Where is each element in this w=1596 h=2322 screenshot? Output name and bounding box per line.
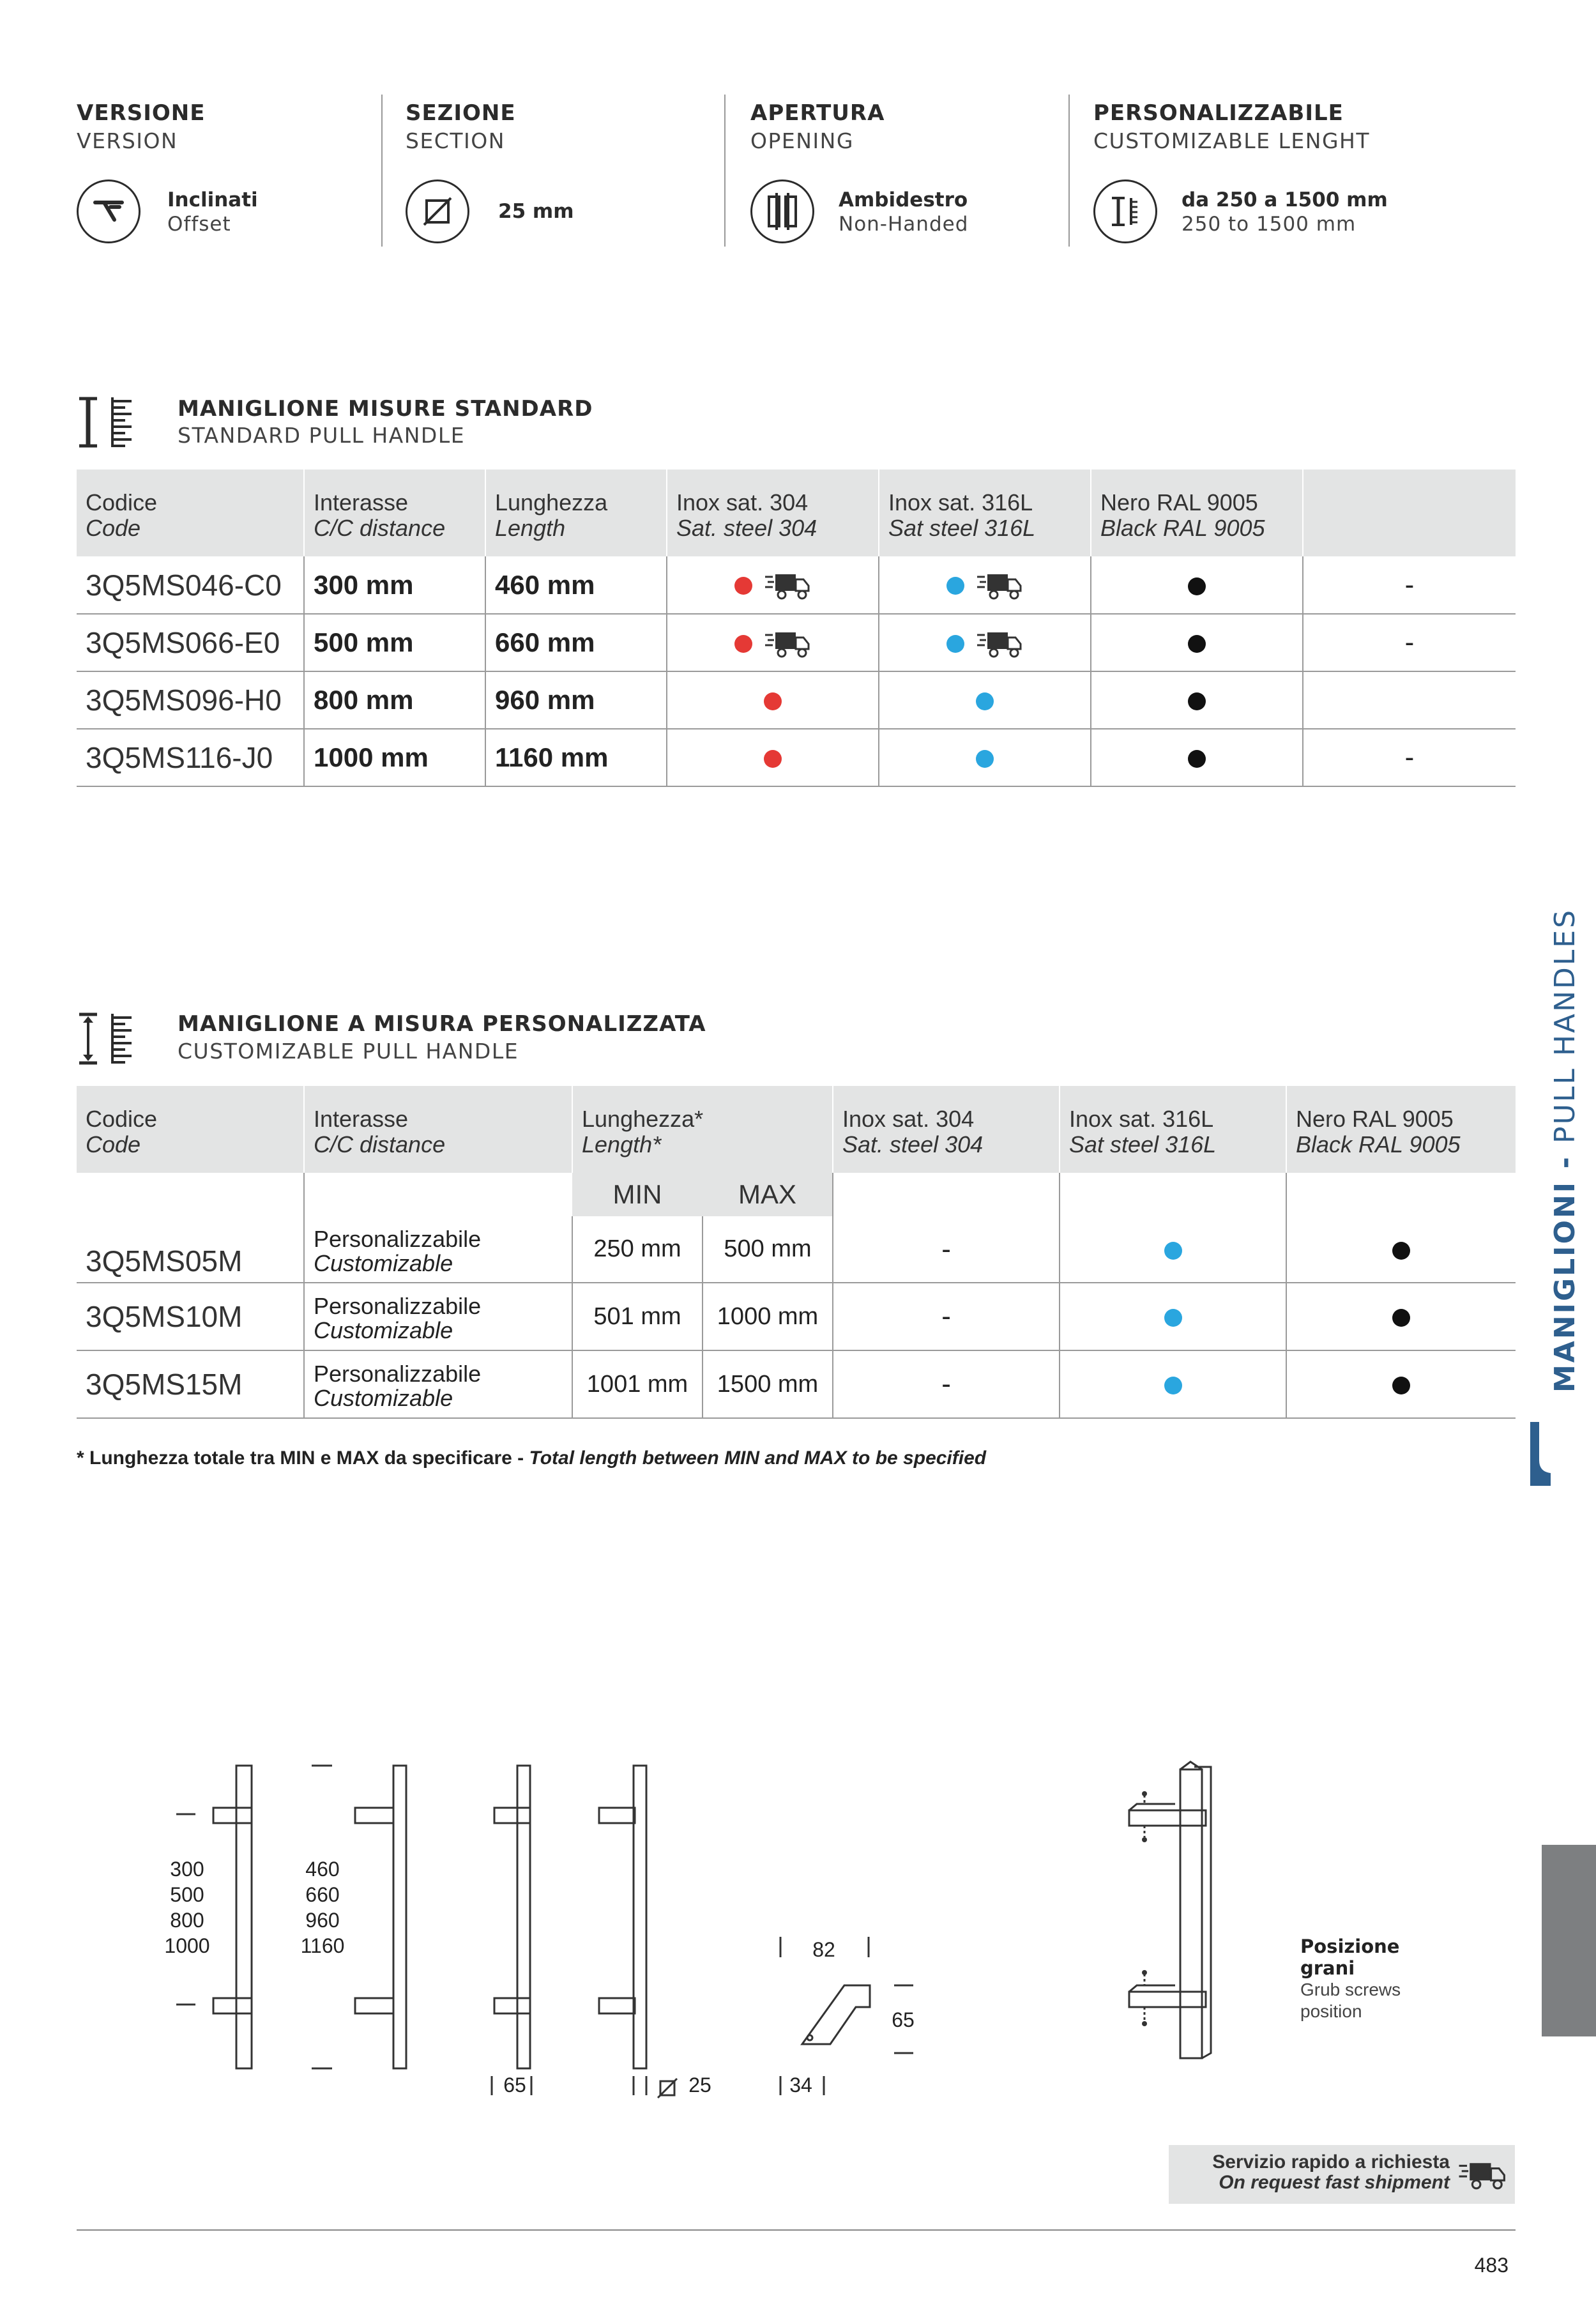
black-cell bbox=[1286, 1283, 1516, 1350]
inox304-cell bbox=[667, 729, 879, 786]
feature-value-sub: 250 to 1500 mm bbox=[1182, 213, 1357, 236]
inox304-cell bbox=[667, 614, 879, 671]
length-cell: 1160 mm bbox=[485, 729, 667, 786]
feature-customizable bbox=[1093, 99, 1489, 247]
black-cell bbox=[1091, 614, 1303, 671]
footnote bbox=[77, 1447, 986, 1469]
extra-cell bbox=[1303, 671, 1516, 729]
feature-value: da 250 a 1500 mm bbox=[1182, 188, 1388, 211]
truck-icon bbox=[976, 570, 1023, 601]
header-code: Codice Code bbox=[77, 1086, 304, 1173]
black-dot bbox=[1392, 1377, 1410, 1394]
technical-drawing bbox=[147, 1750, 945, 2108]
header-cc: Interasse C/C distance bbox=[304, 1086, 572, 1173]
cc-cell: Personalizzabile Customizable bbox=[304, 1283, 572, 1350]
dim-25: 25 bbox=[688, 2074, 711, 2097]
inox316-cell bbox=[879, 671, 1091, 729]
header-length: Lunghezza* Length* bbox=[572, 1086, 833, 1173]
custom-title: MANIGLIONE A MISURA PERSONALIZZATA bbox=[178, 1011, 706, 1037]
header-black: Nero RAL 9005 Black RAL 9005 bbox=[1091, 470, 1303, 556]
grub-screws-drawing bbox=[1111, 1757, 1239, 2063]
header-length: Lunghezza Length bbox=[485, 470, 667, 556]
extra-cell: - bbox=[1303, 556, 1516, 614]
table-row bbox=[77, 614, 1516, 671]
black-dot bbox=[1392, 1309, 1410, 1327]
feature-value-sub: Offset bbox=[167, 213, 231, 236]
standard-table bbox=[77, 470, 1516, 787]
header-black: Nero RAL 9005 Black RAL 9005 bbox=[1286, 1086, 1516, 1173]
feature-value: 25 mm bbox=[498, 200, 574, 223]
header-inox304: Inox sat. 304 Sat. steel 304 bbox=[667, 470, 879, 556]
feature-opening bbox=[750, 99, 1057, 247]
cc-cell: 1000 mm bbox=[304, 729, 485, 786]
feature-title: VERSIONE bbox=[77, 100, 206, 126]
page-number: 483 bbox=[1474, 2254, 1509, 2277]
inox304-cell: - bbox=[833, 1350, 1060, 1418]
inox304-cell bbox=[667, 671, 879, 729]
custom-table bbox=[77, 1086, 1516, 1419]
blue-dot bbox=[976, 692, 994, 710]
divider bbox=[381, 95, 383, 247]
cc-cell: 500 mm bbox=[304, 614, 485, 671]
blank-cell bbox=[77, 1173, 304, 1216]
fast-shipment-en: On request fast shipment bbox=[1219, 2172, 1450, 2193]
header-cc: Interasse C/C distance bbox=[304, 470, 485, 556]
code-cell: 3Q5MS096-H0 bbox=[77, 671, 304, 729]
table-row bbox=[77, 556, 1516, 614]
feature-subtitle: CUSTOMIZABLE LENGHT bbox=[1093, 128, 1370, 153]
feature-version bbox=[77, 99, 370, 247]
fast-shipment-legend bbox=[1169, 2145, 1515, 2204]
divider bbox=[724, 95, 726, 247]
feature-section bbox=[406, 99, 699, 247]
fast-shipment-it: Servizio rapido a richiesta bbox=[1212, 2151, 1450, 2173]
table-header-row bbox=[77, 1086, 1516, 1173]
inox316-cell bbox=[879, 556, 1091, 614]
blue-dot bbox=[946, 635, 964, 653]
page-tab bbox=[1542, 1845, 1596, 2036]
square-section-icon bbox=[406, 179, 469, 243]
black-cell bbox=[1091, 556, 1303, 614]
max-cell: 1000 mm bbox=[703, 1283, 833, 1350]
footer-divider bbox=[77, 2229, 1516, 2231]
inox304-cell: - bbox=[833, 1283, 1060, 1350]
feature-value: Ambidestro bbox=[839, 188, 968, 211]
inox304-cell: - bbox=[833, 1216, 1060, 1283]
header-inox304: Inox sat. 304 Sat. steel 304 bbox=[833, 1086, 1060, 1173]
footnote-en: Total length between MIN and MAX to be specified bbox=[529, 1447, 987, 1469]
feature-subtitle: VERSION bbox=[77, 128, 178, 153]
cc-cell: 800 mm bbox=[304, 671, 485, 729]
standard-subtitle: STANDARD PULL HANDLE bbox=[178, 423, 466, 448]
min-cell: 1001 mm bbox=[572, 1350, 703, 1418]
black-dot bbox=[1188, 635, 1206, 653]
table-row bbox=[77, 1216, 1516, 1283]
feature-subtitle: OPENING bbox=[750, 128, 854, 153]
cc-values: 300 500 800 1000 bbox=[164, 1858, 210, 1957]
black-dot bbox=[1188, 577, 1206, 595]
inox316-cell bbox=[1060, 1216, 1286, 1283]
minmax-row bbox=[77, 1173, 1516, 1216]
inox316-cell bbox=[1060, 1283, 1286, 1350]
custom-length-icon bbox=[1093, 179, 1157, 243]
red-dot bbox=[734, 635, 752, 653]
extra-cell: - bbox=[1303, 614, 1516, 671]
black-cell bbox=[1286, 1216, 1516, 1283]
feature-value-sub: Non-Handed bbox=[839, 213, 969, 236]
standard-title: MANIGLIONE MISURE STANDARD bbox=[178, 396, 593, 422]
blank-cell bbox=[1060, 1173, 1286, 1216]
black-dot bbox=[1392, 1242, 1410, 1260]
table-row bbox=[77, 671, 1516, 729]
grub-label: Posizione grani Grub screws position bbox=[1300, 1936, 1401, 2021]
blue-dot bbox=[1164, 1377, 1182, 1394]
cc-cell: Personalizzabile Customizable bbox=[304, 1216, 572, 1283]
offset-handle-icon bbox=[77, 179, 141, 243]
black-cell bbox=[1091, 729, 1303, 786]
black-dot bbox=[1188, 692, 1206, 710]
length-values: 460 660 960 1160 bbox=[300, 1858, 345, 1957]
dim-34: 34 bbox=[789, 2074, 812, 2097]
min-cell: 250 mm bbox=[572, 1216, 703, 1283]
code-cell: 3Q5MS15M bbox=[77, 1350, 304, 1418]
red-dot bbox=[734, 577, 752, 595]
inox304-cell bbox=[667, 556, 879, 614]
table-header-row bbox=[77, 470, 1516, 556]
header-code: Codice Code bbox=[77, 470, 304, 556]
truck-icon bbox=[764, 629, 811, 659]
custom-length-icon bbox=[77, 1012, 134, 1065]
table-row bbox=[77, 729, 1516, 786]
black-cell bbox=[1091, 671, 1303, 729]
header-extra bbox=[1303, 470, 1516, 556]
dim-82: 82 bbox=[812, 1938, 835, 1961]
feature-value: Inclinati bbox=[167, 188, 258, 211]
blank-cell bbox=[833, 1173, 1060, 1216]
blue-dot bbox=[1164, 1242, 1182, 1260]
length-cell: 460 mm bbox=[485, 556, 667, 614]
blank-cell bbox=[1286, 1173, 1516, 1216]
max-label: MAX bbox=[703, 1173, 833, 1216]
inox316-cell bbox=[1060, 1350, 1286, 1418]
feature-subtitle: SECTION bbox=[406, 128, 505, 153]
footnote-it: * Lunghezza totale tra MIN e MAX da specificare - bbox=[77, 1447, 529, 1469]
divider bbox=[1068, 95, 1070, 247]
blank-cell bbox=[304, 1173, 572, 1216]
cc-cell: 300 mm bbox=[304, 556, 485, 614]
feature-title: SEZIONE bbox=[406, 100, 516, 126]
feature-title: APERTURA bbox=[750, 100, 885, 126]
black-dot bbox=[1188, 750, 1206, 768]
blue-dot bbox=[1164, 1309, 1182, 1327]
code-cell: 3Q5MS10M bbox=[77, 1283, 304, 1350]
truck-icon bbox=[764, 570, 811, 601]
inox316-cell bbox=[879, 729, 1091, 786]
max-cell: 1500 mm bbox=[703, 1350, 833, 1418]
code-cell: 3Q5MS046-C0 bbox=[77, 556, 304, 614]
feature-title: PERSONALIZZABILE bbox=[1093, 100, 1344, 126]
inox316-cell bbox=[879, 614, 1091, 671]
length-cell: 660 mm bbox=[485, 614, 667, 671]
black-cell bbox=[1286, 1350, 1516, 1418]
dim-65-b: 65 bbox=[892, 2008, 915, 2031]
blue-dot bbox=[976, 750, 994, 768]
min-cell: 501 mm bbox=[572, 1283, 703, 1350]
dim-65-a: 65 bbox=[503, 2074, 526, 2097]
header-inox316: Inox sat. 316L Sat steel 316L bbox=[1060, 1086, 1286, 1173]
code-cell: 3Q5MS05M bbox=[77, 1216, 304, 1283]
length-cell: 960 mm bbox=[485, 671, 667, 729]
blue-dot bbox=[946, 577, 964, 595]
min-label: MIN bbox=[572, 1173, 703, 1216]
standard-length-icon bbox=[77, 396, 134, 448]
cc-cell: Personalizzabile Customizable bbox=[304, 1350, 572, 1418]
non-handed-door-icon bbox=[750, 179, 814, 243]
code-cell: 3Q5MS066-E0 bbox=[77, 614, 304, 671]
truck-icon bbox=[976, 629, 1023, 659]
custom-subtitle: CUSTOMIZABLE PULL HANDLE bbox=[178, 1039, 519, 1064]
code-cell: 3Q5MS116-J0 bbox=[77, 729, 304, 786]
brand-mark-icon bbox=[1528, 1422, 1553, 1488]
extra-cell: - bbox=[1303, 729, 1516, 786]
red-dot bbox=[764, 750, 782, 768]
red-dot bbox=[764, 692, 782, 710]
truck-icon bbox=[1457, 2159, 1507, 2191]
max-cell: 500 mm bbox=[703, 1216, 833, 1283]
side-tab-label: MANIGLIONI - PULL HANDLES bbox=[1549, 908, 1581, 1393]
table-row bbox=[77, 1283, 1516, 1350]
table-row bbox=[77, 1350, 1516, 1418]
header-inox316: Inox sat. 316L Sat steel 316L bbox=[879, 470, 1091, 556]
